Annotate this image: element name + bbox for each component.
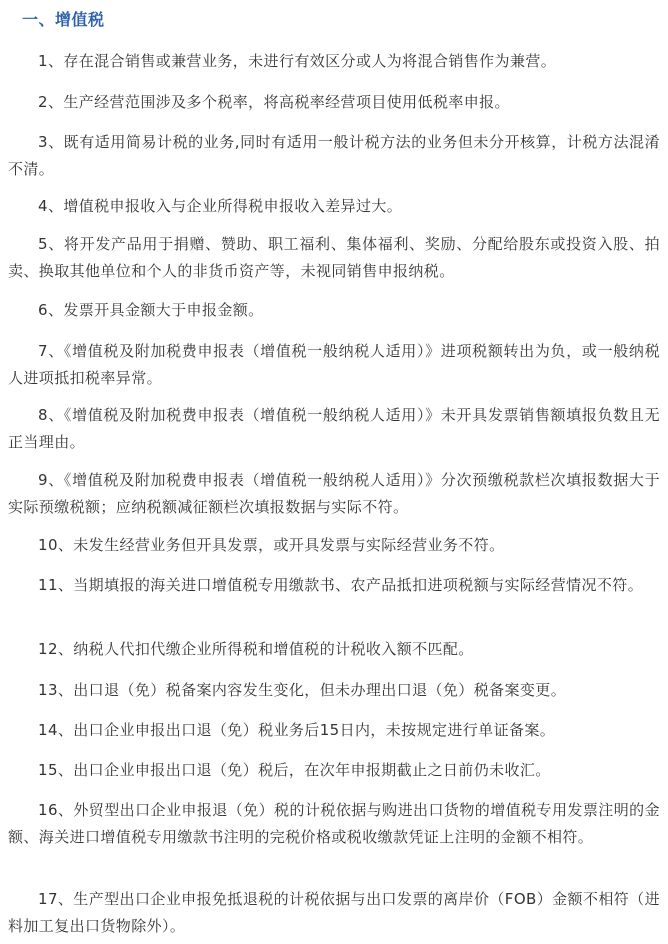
- list-item-15: 15、出口企业申报出口退（免）税后，在次年申报期截止之日前仍未收汇。: [38, 761, 551, 779]
- list-item-12: 12、纳税人代扣代缴企业所得税和增值税的计税收入额不匹配。: [38, 640, 474, 658]
- list-item-16: 16、外贸型出口企业申报退（免）税的计税依据与购进出口货物的增值税专用发票注明的金额、海关进口增值税专用缴款书注明的完税价格或税收缴款凭证上注明的金额不相符。: [8, 801, 660, 846]
- list-item-17: 17、生产型出口企业申报免抵退税的计税依据与出口发票的离岸价（FOB）金额不相符（进料加工复出口货物除外）。: [8, 890, 660, 935]
- section-title: 一、增值税: [22, 10, 105, 29]
- list-item-10: 10、未发生经营业务但开具发票，或开具发票与实际经营业务不符。: [38, 536, 505, 554]
- list-item-11: 11、当期填报的海关进口增值税专用缴款书、农产品抵扣进项税额与实际经营情况不符。: [38, 576, 644, 594]
- list-item-5: 5、将开发产品用于捐赠、赞助、职工福利、集体福利、奖励、分配给股东或投资入股、拍卖、换取其他单位和个人的非货币资产等，未视同销售申报纳税。: [8, 235, 660, 280]
- list-item-1: 1、存在混合销售或兼营业务，未进行有效区分或人为将混合销售作为兼营。: [38, 52, 557, 70]
- list-item-9: 9、《增值税及附加税费申报表（增值税一般纳税人适用）》分次预缴税款栏次填报数据大于实际预缴税额；应纳税额减征额栏次填报数据与实际不符。: [8, 471, 660, 516]
- list-item-13: 13、出口退（免）税备案内容发生变化，但未办理出口退（免）税备案变更。: [38, 681, 567, 699]
- list-item-8: 8、《增值税及附加税费申报表（增值税一般纳税人适用）》未开具发票销售额填报负数且无正当理由。: [8, 406, 660, 451]
- list-item-14: 14、出口企业申报出口退（免）税业务后15日内，未按规定进行单证备案。: [38, 721, 556, 739]
- list-item-4: 4、增值税申报收入与企业所得税申报收入差异过大。: [38, 197, 403, 215]
- list-item-7: 7、《增值税及附加税费申报表（增值税一般纳税人适用）》进项税额转出为负，或一般纳税人进项抵扣税率异常。: [8, 342, 660, 387]
- list-item-6: 6、发票开具金额大于申报金额。: [38, 301, 264, 319]
- list-item-2: 2、生产经营范围涉及多个税率，将高税率经营项目使用低税率申报。: [38, 93, 510, 111]
- list-item-3: 3、既有适用简易计税的业务,同时有适用一般计税方法的业务但未分开核算，计税方法混淆不清。: [8, 133, 660, 178]
